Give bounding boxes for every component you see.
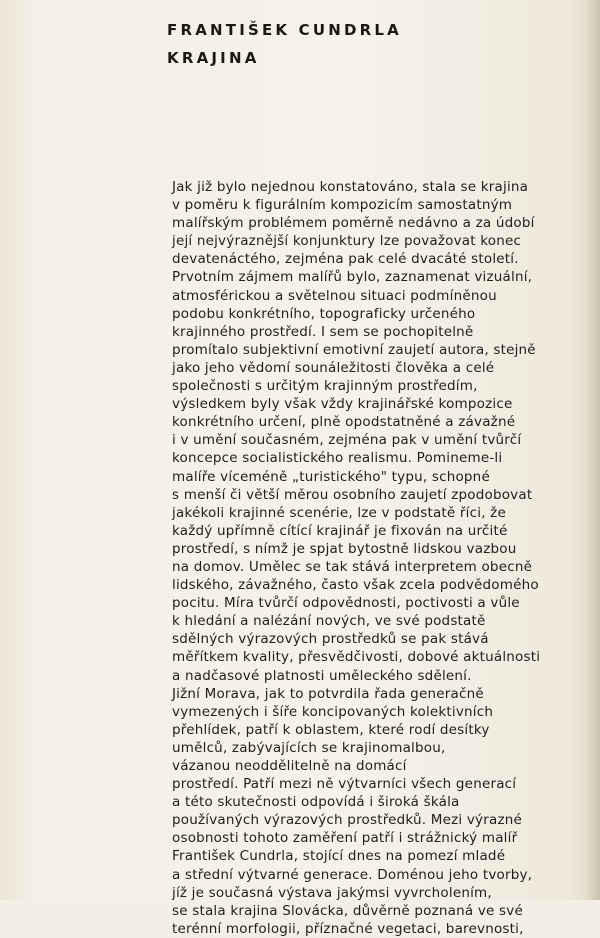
author-name: FRANTIŠEK CUNDRLA: [167, 21, 402, 39]
text-line: devatenáctého, zejména pak celé dvacáté století.: [172, 251, 519, 268]
text-line: terénní morfologii, příznačné vegetaci, barevnosti,: [172, 920, 524, 937]
text-line: výsledkem byly však vždy krajinářské kompozice: [172, 396, 513, 413]
text-line: promítalo subjektivní emotivní zaujetí autora, stejně: [172, 341, 536, 358]
text-line: vázanou neoddělitelně na domácí: [172, 758, 407, 774]
text-line: používaných výrazových prostředků. Mezi výrazné: [172, 812, 523, 829]
text-line: konkrétního určení, plně opodstatněné a závažné: [172, 414, 516, 431]
text-line: a nadčasové platnosti uměleckého sdělení.: [172, 667, 472, 684]
text-line: se stala krajina Slovácka, důvěrně poznaná ve své: [172, 902, 523, 919]
text-line: Jižní Morava, jak to potvrdila řada generačně: [172, 685, 484, 702]
text-line: koncepce socialistického realismu. Pomineme-li: [172, 450, 503, 467]
text-line: každý upřímně cítící krajinář je fixován na určité: [172, 522, 508, 539]
text-line: malíře víceméně „turistického" typu, schopné: [172, 468, 490, 485]
text-line: František Cundrla, stojící dnes na pomezí mladé: [172, 848, 506, 865]
text-line: na domov. Umělec se tak stává interpretem obecně: [172, 558, 533, 575]
text-line: a této skutečnosti odpovídá i široká škála: [172, 794, 460, 811]
text-line: s menší či větší měrou osobního zaujetí zpodobovat: [172, 486, 533, 503]
text-line: Jak již bylo nejednou konstatováno, stala se krajina: [172, 179, 529, 195]
page-spine-shadow: [586, 0, 600, 900]
text-line: lidského, závažného, často však zcela podvědomého: [172, 577, 539, 594]
body-text: [172, 178, 564, 938]
text-line: podobu konkrétního, topograficky určeného: [172, 305, 476, 322]
text-line: prostředí, s nímž je spjat bytostně lidskou vazbou: [172, 540, 517, 557]
text-line: v poměru k figurálním kompozicím samostatným: [172, 197, 513, 214]
text-line: pocitu. Míra tvůrčí odpovědnosti, poctivosti a vůle: [172, 595, 520, 612]
text-line: společnosti s určitým krajinným prostředím,: [172, 378, 478, 395]
text-line: vymezených i šíře koncipovaných kolektivních: [172, 703, 494, 720]
text-line: osobnosti tohoto zaměření patří i strážnický malíř: [172, 830, 518, 847]
text-line: jako jeho vědomí sounáležitosti člověka a celé: [172, 359, 495, 376]
text-line: a střední výtvarné generace. Doménou jeho tvorby,: [172, 866, 533, 883]
chapter-title: KRAJINA: [167, 49, 260, 67]
page-header: [167, 20, 402, 76]
text-line: její nejvýraznější konjunktury lze považovat konec: [172, 233, 522, 250]
text-line: sdělných výrazových prostředků se pak stává: [172, 631, 489, 648]
text-line: Prvotním zájmem malířů bylo, zaznamenat vizuální,: [172, 269, 533, 286]
text-line: krajinného prostředí. I sem se pochopitelně: [172, 323, 474, 340]
text-line: i v umění současném, zejména pak v umění tvůrčí: [172, 432, 522, 449]
text-line: jakékoli krajinné scenérie, lze v podstatě říci, že: [172, 504, 506, 521]
text-line: k hledání a nalézání nových, ve své podstatě: [172, 613, 486, 630]
text-line: prostředí. Patří mezi ně výtvarníci všech generací: [172, 776, 517, 793]
text-line: umělců, zabývajících se krajinomalbou,: [172, 739, 446, 756]
text-line: atmosférickou a světelnou situaci podmíněnou: [172, 287, 497, 304]
text-line: malířským problémem poměrně nedávno a za údobí: [172, 215, 535, 232]
text-line: jíž je současná výstava jakýmsi vyvrcholením,: [172, 884, 492, 901]
text-line: měřítkem kvality, přesvědčivosti, dobové aktuálnosti: [172, 649, 541, 666]
text-line: přehlídek, patří k oblastem, které rodí desítky: [172, 721, 490, 738]
